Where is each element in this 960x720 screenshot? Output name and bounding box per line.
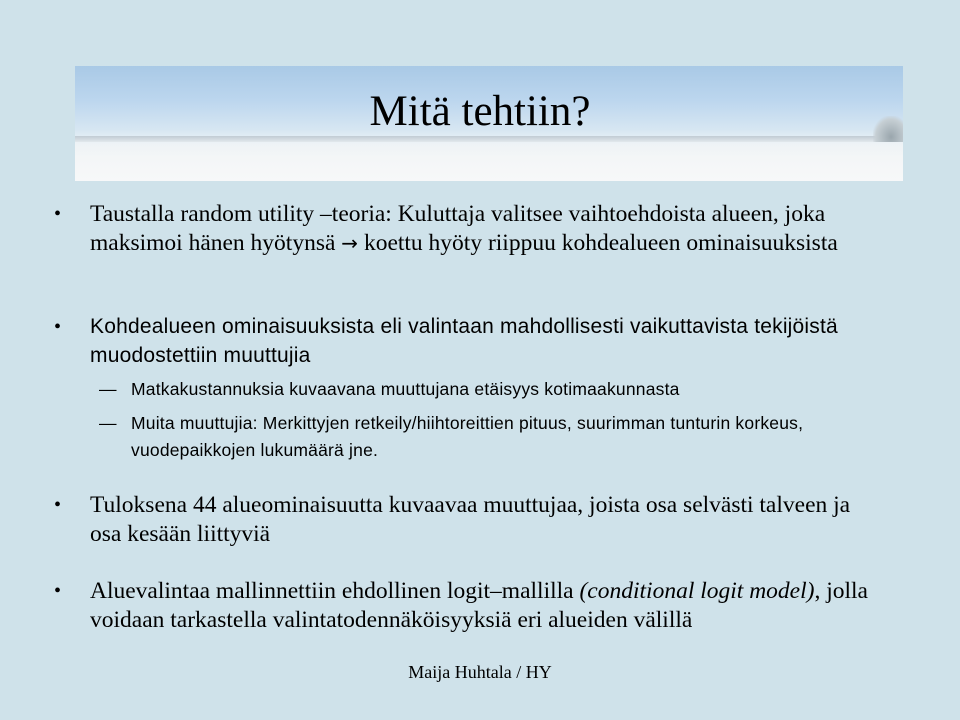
bullet-4-text-a: Aluevalintaa mallinnettiin ehdollinen logit–mallilla [90, 578, 580, 604]
bullet-3-text: Tuloksena 44 alueominaisuutta kuvaavaa muuttujaa, joista osa selvästi talveen ja osa kesään liittyviä [90, 492, 851, 547]
bullet-marker: • [54, 316, 62, 338]
bullet-marker: • [54, 494, 62, 516]
bullet-1 [54, 200, 870, 257]
bullet-1-text-b: koettu hyöty riippuu kohdealueen ominaisuuksista [358, 229, 838, 256]
bullet-2 [54, 313, 870, 370]
bullet-2-text: Kohdealueen ominaisuuksista eli valintaan mahdollisesti vaikuttavista tekijöistä muodostettiin muuttujia [90, 315, 838, 367]
bullet-marker: • [54, 580, 62, 602]
dash-marker: — [99, 379, 117, 399]
bullet-marker: • [54, 203, 62, 225]
right-arrow-icon: → [341, 230, 359, 255]
bullet-4-text-b: , jolla voidaan tarkastella valintatodennäköisyyksiä eri alueiden välillä [90, 578, 868, 633]
dash-marker: — [99, 413, 117, 433]
subbullet-1 [99, 376, 901, 403]
bullet-1-text-a: Taustalla random utility –teoria: Kuluttaja valitsee vaihtoehdoista alueen, joka maksimoi hänen hyötynsä [90, 201, 826, 256]
bullet-3 [54, 491, 870, 548]
bullet-4 [54, 577, 870, 634]
bullet-4-italic: (conditional logit model) [579, 578, 815, 604]
subbullet-1-text: Matkakustannuksia kuvaavana muuttujana etäisyys kotimaakunnasta [131, 379, 680, 399]
subbullet-2-text: Muita muuttujia: Merkittyjen retkeily/hiihtoreittien pituus, suurimman tunturin korkeus, vuodepaikkojen lukumäärä jne. [131, 413, 804, 460]
subbullet-2 [99, 410, 901, 464]
slide-title: Mitä tehtiin? [369, 88, 591, 135]
footer-author: Maija Huhtala / HY [408, 662, 552, 682]
